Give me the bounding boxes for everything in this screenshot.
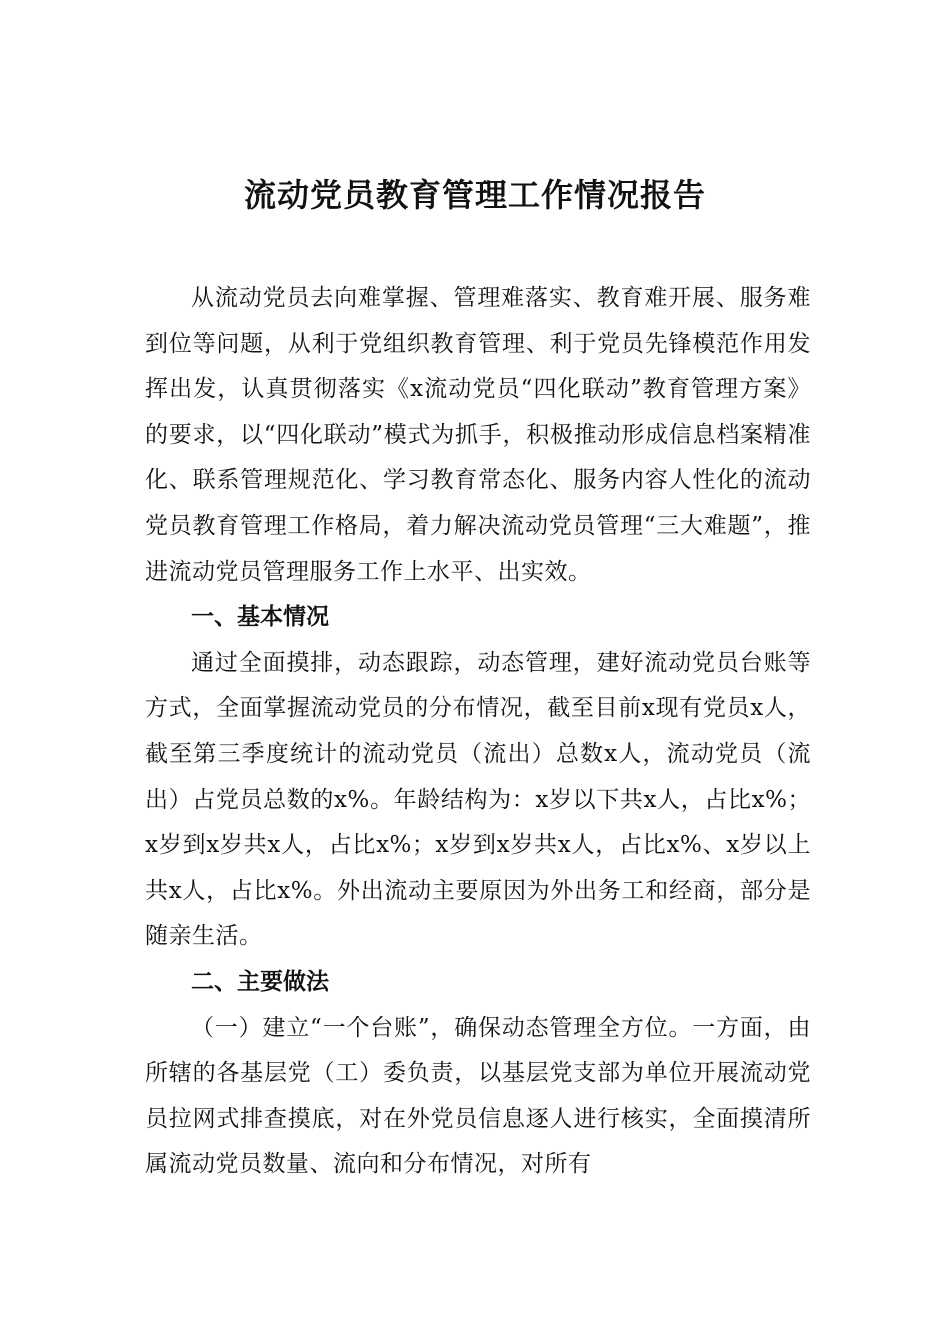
document-title: 流动党员教育管理工作情况报告 bbox=[243, 176, 706, 214]
document-body bbox=[145, 276, 811, 1188]
section-heading-basic-situation: 一、基本情况 bbox=[191, 604, 329, 631]
main-practices-paragraph: （一）建立“一个台账”，确保动态管理全方位。一方面，由所辖的各基层党（工）委负责，以基层党支部为单位开展流动党员拉网式排查摸底，对在外党员信息逐人进行核实，全面摸清所属流动党员数量、流向和分布情况，对所有 bbox=[145, 1014, 811, 1178]
intro-paragraph: 从流动党员去向难掌握、管理难落实、教育难开展、服务难到位等问题，从利于党组织教育管理、利于党员先锋模范作用发挥出发，认真贯彻落实《x流动党员“四化联动”教育管理方案》的要求，以“四化联动”模式为抓手，积极推动形成信息档案精准化、联系管理规范化、学习教育常态化、服务内容人性化的流动党员教育管理工作格局，着力解决流动党员管理“三大难题”，推进流动党员管理服务工作上水平、出实效。 bbox=[145, 285, 811, 585]
section-heading-main-practices: 二、主要做法 bbox=[191, 968, 329, 995]
basic-situation-paragraph: 通过全面摸排，动态跟踪，动态管理，建好流动党员台账等方式，全面掌握流动党员的分布情况，截至目前x现有党员x人，截至第三季度统计的流动党员（流出）总数x人，流动党员（流出）占党员总数的x%。年龄结构为：x岁以下共x人，占比x%；x岁到x岁共x人，占比x%；x岁到x岁共x人，占比x%、x岁以上共x人，占比x%。外出流动主要原因为外出务工和经商，部分是随亲生活。 bbox=[145, 649, 811, 950]
